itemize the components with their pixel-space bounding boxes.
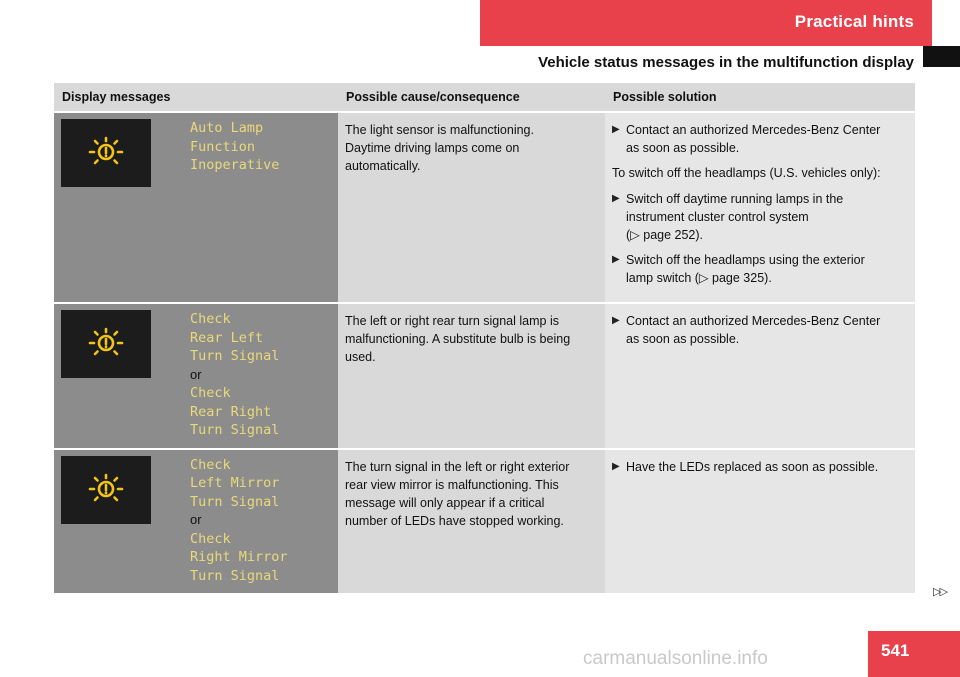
table-row — [54, 449, 915, 595]
cause-line: rear view mirror is malfunctioning. This — [345, 477, 559, 492]
display-message-line: Check — [190, 530, 231, 547]
section-title: Practical hints — [794, 12, 914, 31]
solution-line: Have the LEDs replaced as soon as possible. — [626, 459, 879, 474]
solution-step — [612, 312, 909, 348]
solution-cell — [605, 112, 915, 303]
display-message-line: Check — [190, 456, 231, 473]
solution-cell — [605, 449, 915, 595]
column-header-solution: Possible solution — [605, 83, 915, 112]
step-arrow-icon: ▶ — [612, 315, 620, 326]
display-message-text — [190, 456, 332, 586]
exterior-lamp-warning-icon — [88, 327, 124, 361]
display-message-line: Left Mirror — [190, 475, 280, 491]
display-message-line: Inoperative — [190, 157, 280, 173]
cause-cell — [338, 449, 605, 595]
solution-step — [612, 190, 909, 244]
display-message-text — [190, 310, 332, 440]
display-message-line: Auto Lamp Function — [190, 120, 264, 155]
solution-line: Contact an authorized Mercedes-Benz Center — [626, 123, 881, 137]
table-header-row — [54, 83, 915, 112]
display-message-line: Rear Right — [190, 403, 272, 420]
solution-line: instrument cluster control system — [626, 210, 809, 224]
column-header-display: Display messages — [54, 83, 338, 112]
table-row — [54, 112, 915, 303]
display-screen — [61, 456, 151, 524]
solution-line: Switch off the headlamps using the exterior — [626, 253, 865, 267]
display-message-line: Turn Signal — [190, 348, 280, 364]
step-arrow-icon: ▶ — [612, 460, 620, 472]
exterior-lamp-warning-icon — [88, 473, 124, 507]
watermark: carmanualsonline.info — [583, 648, 768, 669]
column-header-cause: Possible cause/consequence — [338, 83, 605, 112]
display-screen — [61, 119, 151, 187]
solution-step — [612, 121, 909, 157]
section-title-tab — [480, 0, 932, 46]
cause-cell — [338, 303, 605, 449]
solution-step — [612, 251, 909, 287]
display-message-or: or — [190, 366, 202, 382]
table-row — [54, 303, 915, 449]
display-message-or: or — [190, 512, 202, 527]
display-message-cell — [54, 303, 338, 449]
display-message-cell — [54, 449, 338, 595]
step-arrow-icon: ▶ — [612, 193, 620, 204]
solution-line: Contact an authorized Mercedes-Benz Center — [626, 314, 881, 328]
solution-note — [612, 164, 909, 182]
display-message-line: Check — [190, 311, 231, 327]
page-number — [868, 631, 960, 677]
display-message-line: Turn Signal — [190, 567, 280, 584]
cause-line: The light sensor is malfunctioning. — [345, 123, 534, 137]
solution-line: (▷ page 252). — [626, 228, 704, 242]
solution-line: as soon as possible. — [626, 332, 740, 346]
cause-line: number of LEDs have stopped working. — [345, 513, 564, 528]
cause-line: Daytime driving lamps come on — [345, 141, 520, 155]
page-number-label: 541 — [881, 641, 910, 660]
page-subtitle: Vehicle status messages in the multifunction display — [538, 54, 914, 71]
solution-line: lamp switch (▷ page 325). — [626, 271, 772, 285]
solution-line: Switch off daytime running lamps in the — [626, 192, 844, 206]
solution-line: To switch off the headlamps (U.S. vehicles only): — [612, 166, 881, 180]
display-message-line: Turn Signal — [190, 422, 280, 438]
status-messages-table — [54, 83, 915, 595]
display-message-line: Rear Left — [190, 329, 264, 346]
solution-step — [612, 458, 909, 476]
cause-line: automatically. — [345, 159, 421, 173]
corner-marker — [923, 46, 960, 67]
display-message-cell — [54, 112, 338, 303]
display-message-text — [190, 119, 332, 175]
display-message-line: Check — [190, 385, 231, 401]
cause-line: malfunctioning. A substitute bulb is being — [345, 332, 571, 346]
display-screen — [61, 310, 151, 378]
cause-cell — [338, 112, 605, 303]
cause-line: The left or right rear turn signal lamp is — [345, 314, 559, 328]
display-message-line: Turn Signal — [190, 493, 280, 510]
cause-line: The turn signal in the left or right exterior — [345, 459, 570, 474]
cause-line: message will only appear if a critical — [345, 495, 545, 510]
exterior-lamp-warning-icon — [88, 136, 124, 170]
solution-line: as soon as possible. — [626, 141, 740, 155]
solution-cell — [605, 303, 915, 449]
continue-mark: ▷▷ — [933, 586, 946, 598]
display-message-line: Right Mirror — [190, 549, 288, 565]
cause-line: used. — [345, 350, 376, 364]
step-arrow-icon: ▶ — [612, 254, 620, 265]
step-arrow-icon: ▶ — [612, 124, 620, 135]
